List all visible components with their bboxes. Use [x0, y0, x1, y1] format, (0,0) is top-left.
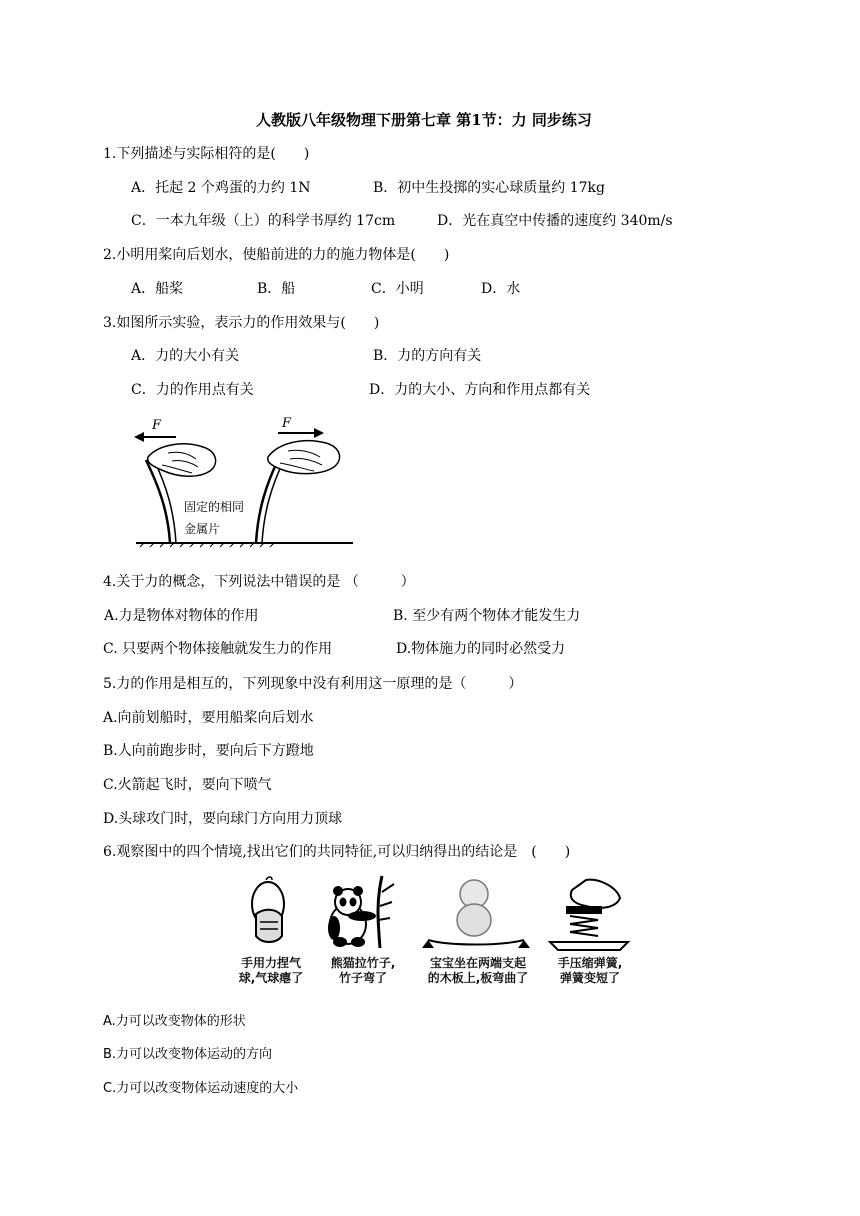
- question-4-stem: 4.关于力的概念，下列说法中错误的是 （ ）: [103, 574, 415, 590]
- question-3-option-d: D．力的大小、方向和作用点都有关: [369, 382, 591, 398]
- question-4-option-d: D.物体施力的同时必然受力: [396, 641, 566, 657]
- right-hand-icon: [268, 441, 340, 474]
- question-3-stem: 3.如图所示实验，表示力的作用效果与( ): [103, 315, 380, 331]
- question-5-option-d: D.头球攻门时，要向球门方向用力顶球: [103, 811, 343, 827]
- caption-3-line2: 的木板上,板弯曲了: [427, 971, 529, 985]
- question-1-stem: 1.下列描述与实际相符的是( ): [103, 146, 310, 162]
- left-hand-icon: [148, 444, 216, 476]
- figure-force-left-label: F: [152, 418, 162, 433]
- panda-bamboo-icon: [320, 872, 400, 952]
- caption-2-line1: 熊猫拉竹子,: [330, 956, 396, 970]
- question-5-stem: 5.力的作用是相互的，下列现象中没有利用这一原理的是（ ）: [103, 676, 523, 692]
- question-5-option-c: C.火箭起飞时，要向下喷气: [103, 777, 272, 793]
- figure-label-line2: 金属片: [184, 522, 221, 536]
- caption-3-line1: 宝宝坐在两端支起: [429, 956, 526, 970]
- question-2-option-a: A．船桨: [131, 281, 184, 297]
- question-4-option-c: C. 只要两个物体接触就发生力的作用: [103, 641, 333, 657]
- question-1-option-b: B．初中生投掷的实心球质量约 17kg: [373, 180, 605, 196]
- question-2-stem: 2.小明用桨向后划水，使船前进的力的施力物体是( ): [103, 247, 450, 263]
- question-3-option-b: B．力的方向有关: [373, 348, 482, 364]
- caption-4-line1: 手压缩弹簧,: [557, 956, 623, 970]
- question-5-option-b: B.人向前跑步时，要向后下方蹬地: [103, 743, 314, 759]
- caption-4-line2: 弹簧变短了: [559, 971, 620, 985]
- question-2-option-d: D．水: [481, 281, 521, 297]
- hand-spring-icon: [546, 876, 632, 952]
- question-6-option-a: A.力可以改变物体的形状: [103, 1014, 246, 1029]
- baby-plank-icon: [420, 872, 532, 952]
- question-3-figure: [128, 415, 358, 550]
- question-1-option-c: C．一本九年级（上）的科学书厚约 17cm: [131, 213, 396, 229]
- question-1-option-a: A．托起 2 个鸡蛋的力约 1N: [131, 180, 311, 196]
- question-2-option-b: B．船: [257, 281, 296, 297]
- page-title: 人教版八年级物理下册第七章 第1节：力 同步练习: [256, 111, 592, 129]
- figure-force-right-label: F: [282, 416, 292, 431]
- question-2-option-c: C．小明: [371, 281, 424, 297]
- question-4-option-a: A.力是物体对物体的作用: [104, 608, 259, 624]
- caption-1-line2: 球,气球瘪了: [238, 971, 304, 985]
- question-3-option-c: C．力的作用点有关: [131, 382, 254, 398]
- caption-1-line1: 手用力捏气: [240, 956, 301, 970]
- hand-balloon-icon: [236, 874, 306, 952]
- figure-label-line1: 固定的相同: [184, 500, 245, 514]
- question-6-option-b: B.力可以改变物体运动的方向: [103, 1047, 273, 1062]
- question-5-option-a: A.向前划船时，要用船桨向后划水: [103, 710, 314, 726]
- question-3-option-a: A．力的大小有关: [131, 348, 240, 364]
- caption-2-line2: 竹子弯了: [338, 971, 387, 985]
- question-6-option-c: C.力可以改变物体运动速度的大小: [103, 1081, 299, 1096]
- question-6-figure: [228, 872, 640, 992]
- question-1-option-d: D．光在真空中传播的速度约 340m/s: [437, 213, 673, 229]
- question-4-option-b: B. 至少有两个物体才能发生力: [393, 608, 581, 624]
- question-6-stem: 6.观察图中的四个情境,找出它们的共同特征,可以归纳得出的结论是 ( ): [103, 844, 571, 860]
